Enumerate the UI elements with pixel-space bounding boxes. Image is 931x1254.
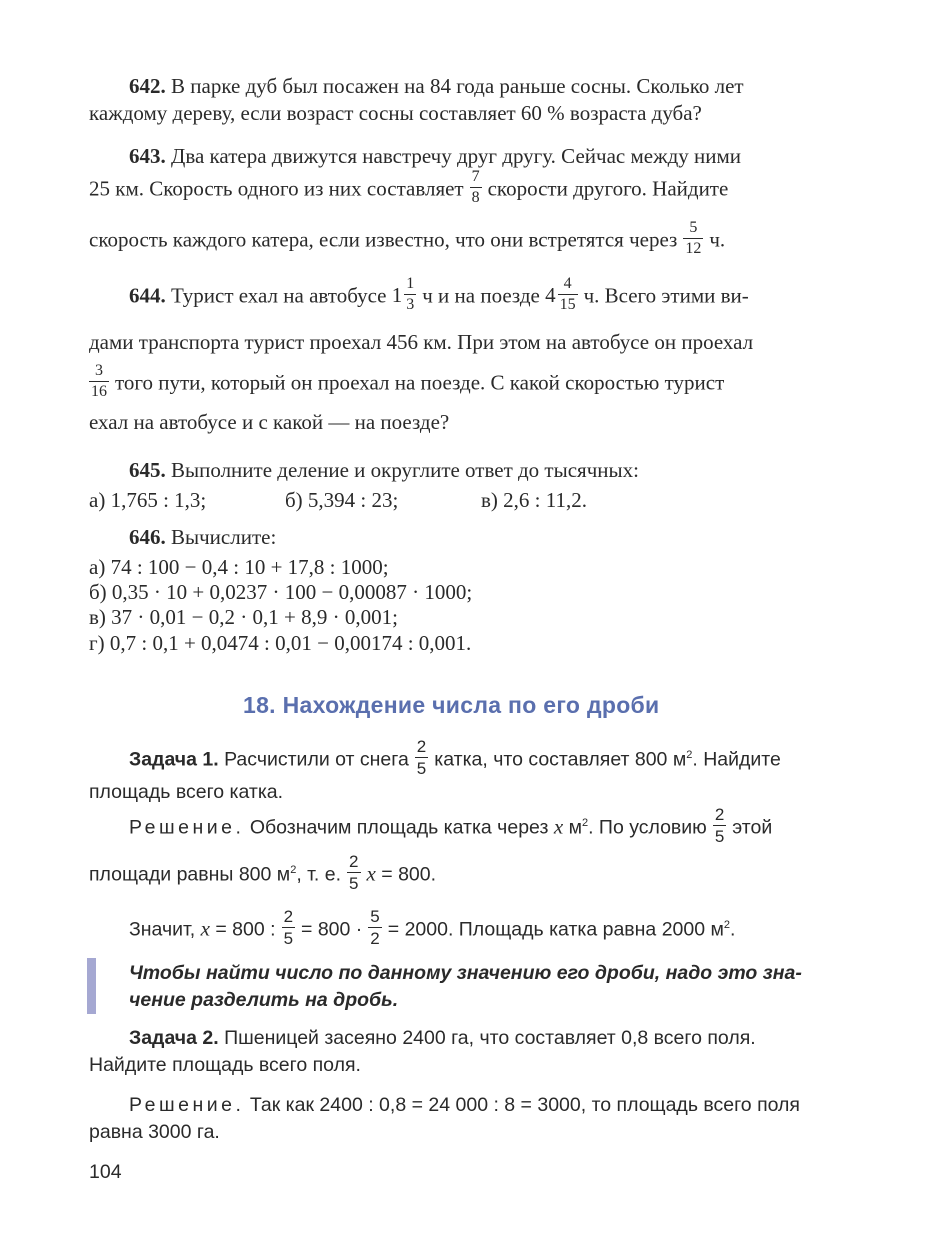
task-label: Задача 2. — [129, 1027, 219, 1049]
rule-marker-bar — [87, 958, 96, 1014]
task1-line1: Задача 1. Расчистили от снега $\frac{2}{5}$ катка, что составляет 800 $м^2$. Найдите — [129, 737, 781, 778]
section-title: 18. Нахождение числа по его дроби — [243, 692, 660, 718]
problem-643-line3: скорость каждого катера, если известно, что они встретятся через $\frac{5}{12}$ ч. — [89, 219, 726, 257]
problem-646-a: а) 74 : 100 − 0,4 : 10 + 17,8 : 1000; — [89, 555, 389, 579]
fraction: $\frac{7}{8}$ — [471, 168, 480, 206]
problem-number: 644. — [129, 283, 166, 308]
problem-644-line2: дами транспорта турист проехал 456 км. При этом на автобусе он проехал — [89, 330, 754, 354]
problem-642-line1: 642. В парке дуб был посажен на 84 года раньше сосны. Сколько лет — [129, 74, 744, 98]
solution1-line2: площади равны 800 $м^2$, т. е. $\frac{2}{5}$ x = 800. — [89, 852, 437, 893]
problem-642-line2: каждому дереву, если возраст сосны составляет 60 % возраста дуба? — [89, 101, 702, 125]
problem-number: 643. — [129, 144, 166, 168]
solution-word: Решение. — [129, 1094, 245, 1116]
fraction: $\frac{4}{15}$ — [559, 275, 576, 313]
problem-646-title: 646. Вычислите: — [129, 525, 277, 549]
solution2-line1: Решение. Так как 2400 : 0,8 = 24 000 : 8 = 3000, то площадь всего поля — [129, 1094, 800, 1116]
rule-line2: чение разделить на дробь. — [129, 989, 399, 1011]
problem-645-a: а) 1,765 : 1,3; — [89, 488, 207, 512]
problem-643-line1: 643. Два катера движутся навстречу друг другу. Сейчас между ними — [129, 144, 742, 168]
problem-646-b: б) 0,35 · 10 + 0,0237 · 100 − 0,00087 · 1000; — [89, 580, 473, 604]
task1-line2: площадь всего катка. — [89, 781, 284, 803]
solution1-line3: Значит, x = 800 : $\frac{2}{5}$ = 800 · $\frac{5}{2}$ = 2000. Площадь катка равна 2000 $м^2$. — [129, 907, 736, 948]
fraction: $\frac{1}{3}$ — [406, 275, 415, 313]
task2-line1: Задача 2. Пшеницей засеяно 2400 га, что составляет 0,8 всего поля. — [129, 1027, 756, 1049]
rule-line1: Чтобы найти число по данному значению его дроби, надо это зна- — [129, 962, 802, 984]
problem-645-line1: 645. Выполните деление и округлите ответ до тысячных: — [129, 458, 639, 482]
problem-646-c: в) 37 · 0,01 − 0,2 · 0,1 + 8,9 · 0,001; — [89, 605, 398, 629]
fraction: $\frac{5}{12}$ — [685, 219, 702, 257]
solution1-line1: Решение. Обозначим площадь катка через x $м^2$. По условию $\frac{2}{5}$ этой — [129, 805, 773, 846]
problem-646-d: г) 0,7 : 0,1 + 0,0474 : 0,01 − 0,00174 : 0,001. — [89, 631, 472, 655]
fraction: $\frac{2}{5}$ — [283, 907, 294, 948]
problem-644-line3: $\frac{3}{16}$ того пути, который он проехал на поезде. С какой скоростью турист — [91, 362, 725, 400]
fraction: $\frac{2}{5}$ — [714, 805, 725, 846]
solution-word: Решение. — [129, 816, 245, 839]
problem-644-line1: 644. Турист ехал на автобусе 1 $\frac{1}{3}$ ч и на поезде 4 $\frac{4}{15}$ ч. Всего этими ви- — [129, 275, 749, 313]
problem-644-line4: ехал на автобусе и с какой — на поезде? — [89, 410, 450, 434]
problem-643-line2: 25 км. Скорость одного из них составляет $\frac{7}{8}$ скорости другого. Найдите — [89, 168, 729, 206]
fraction: $\frac{2}{5}$ — [349, 852, 359, 893]
problem-645-b: б) 5,394 : 23; — [285, 488, 399, 512]
problem-number: 646. — [129, 525, 166, 549]
page-number: 104 — [89, 1161, 122, 1183]
problem-number: 642. — [129, 74, 166, 98]
fraction: $\frac{2}{5}$ — [416, 737, 427, 778]
fraction: $\frac{3}{16}$ — [91, 362, 107, 400]
problem-645-c: в) 2,6 : 11,2. — [481, 488, 587, 512]
problem-number: 645. — [129, 458, 166, 482]
task-label: Задача 1. — [129, 748, 219, 771]
solution2-line2: равна 3000 га. — [89, 1121, 220, 1143]
task2-line2: Найдите площадь всего поля. — [89, 1054, 361, 1076]
fraction: $\frac{5}{2}$ — [370, 907, 380, 948]
